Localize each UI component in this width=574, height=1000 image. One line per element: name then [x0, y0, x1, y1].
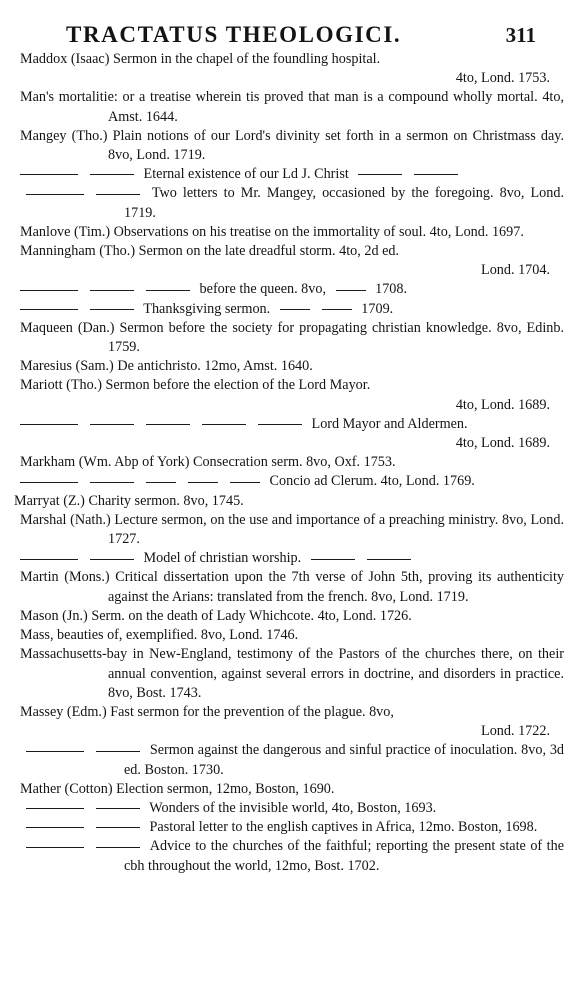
entry-text: Maddox (Isaac) Sermon in the chapel of the foundling hospital.	[20, 51, 381, 67]
entry-text: Eternal existence of our Ld J. Christ	[143, 166, 349, 183]
entry-imprint: 4to, Lond. 1753.	[455, 70, 550, 87]
entry-text: Markham (Wm. Abp of York) Consecration serm. 8vo, Oxf. 1753.	[20, 454, 396, 471]
entry-imprint: 4to, Lond. 1689.	[455, 435, 550, 452]
catalogue-entry	[14, 453, 564, 472]
catalogue-entry	[14, 568, 564, 606]
entry-text: Mass, beauties of, exemplified. 8vo, Lond. 1746.	[20, 627, 299, 644]
catalogue-entry	[14, 511, 564, 549]
ditto-rule	[90, 559, 134, 560]
catalogue-entry	[14, 165, 564, 184]
ditto-rule	[20, 174, 78, 175]
entry-text: Marryat (Z.) Charity sermon.	[14, 492, 180, 509]
entry-text: Marshal (Nath.) Lecture sermon, on the use and importance of a preaching ministry. 8vo, Lond. 1727.	[20, 511, 564, 548]
entry-text: Manlove (Tim.) Observations on his treatise on the immortality of soul. 4to, Lond. 1697.	[20, 223, 524, 240]
ditto-rule	[96, 194, 140, 195]
entry-text: Man's mortalitie: or a treatise wherein tis proved that man is a compound wholly mortal. 4to, Amst. 1644.	[20, 89, 564, 125]
ditto-rule	[26, 847, 84, 848]
ditto-rule	[280, 309, 310, 310]
ditto-rule	[20, 559, 78, 560]
entry-text: Mangey (Tho.) Plain notions of our Lord's divinity set forth in a sermon on Christmass day. 8vo, Lond. 1719.	[20, 127, 564, 164]
entry-text: Massachusetts-bay in New-England, testimony of the Pastors of the churches there, on their annual convention, against several errors in doctrine, and disorders in practice. 8vo, Bost. 1743.	[20, 646, 564, 701]
running-title: TRACTATUS THEOLOGICI.	[66, 22, 402, 47]
entry-imprint: Lond. 1704.	[481, 262, 550, 279]
entry-text: Maresius (Sam.) De antichristo. 12mo, Amst. 1640.	[20, 358, 313, 375]
ditto-rule	[202, 424, 246, 425]
entry-text: Wonders of the invisible world, 4to, Boston, 1693.	[149, 799, 437, 816]
ditto-rule	[188, 482, 218, 483]
entry-text: Two letters to Mr. Mangey, occasioned by the foregoing. 8vo, Lond. 1719.	[124, 185, 564, 221]
catalogue-entry	[14, 818, 564, 837]
entry-text: Mather (Cotton) Election sermon, 12mo, Boston, 1690.	[20, 780, 335, 797]
catalogue-entry	[14, 127, 564, 165]
catalogue-entry	[14, 645, 564, 703]
entry-imprint: Lond. 1722.	[481, 723, 550, 740]
ditto-rule	[146, 290, 190, 291]
catalogue-entry	[14, 472, 564, 491]
catalogue-entry	[14, 88, 564, 126]
ditto-rule	[414, 174, 458, 175]
catalogue-entry	[14, 280, 564, 299]
ditto-rule	[146, 424, 190, 425]
ditto-rule	[367, 559, 411, 560]
entry-text: Model of christian worship.	[143, 550, 302, 567]
ditto-rule	[358, 174, 402, 175]
catalogue-entry	[14, 626, 564, 645]
ditto-rule	[258, 424, 302, 425]
catalogue-entry	[14, 376, 564, 395]
entry-text: Lord Mayor and Aldermen.	[311, 415, 468, 432]
entry-text: Pastoral letter to the english captives in Africa, 12mo. Boston, 1698.	[149, 819, 538, 836]
catalogue-entry	[14, 492, 564, 511]
catalogue-entry	[14, 319, 564, 357]
ditto-rule	[96, 847, 140, 848]
entry-imprint: 1709.	[361, 300, 394, 317]
ditto-rule	[26, 194, 84, 195]
entry-text: Thanksgiving sermon.	[143, 300, 271, 317]
entry-imprint: 1708.	[375, 281, 408, 298]
ditto-rule	[90, 424, 134, 425]
ditto-rule	[20, 309, 78, 310]
ditto-rule	[96, 751, 140, 752]
ditto-rule	[336, 290, 366, 291]
ditto-rule	[26, 808, 84, 809]
ditto-rule	[90, 174, 134, 175]
ditto-rule	[90, 482, 134, 483]
entry-text: Manningham (Tho.) Sermon on the late dreadful storm. 4to, 2d ed.	[20, 243, 400, 260]
catalogue-entry	[14, 300, 564, 319]
catalogue-entry	[14, 184, 564, 222]
ditto-rule	[20, 482, 78, 483]
catalogue-entry	[14, 799, 564, 818]
ditto-rule	[90, 290, 134, 291]
entry-text: Concio ad Clerum. 4to, Lond. 1769.	[269, 473, 475, 490]
catalogue-entry	[14, 741, 564, 779]
entry-text: Maqueen (Dan.) Sermon before the society for propagating christian knowledge. 8vo, Edinb. 1759.	[20, 319, 564, 356]
catalogue-entry	[14, 780, 564, 799]
ditto-rule	[146, 482, 176, 483]
page-number: 311	[505, 23, 536, 47]
catalogue-entry	[14, 837, 564, 875]
catalogue-entry	[14, 223, 564, 242]
catalogue-entry	[14, 357, 564, 376]
catalogue-entry	[14, 607, 564, 626]
ditto-rule	[90, 309, 134, 310]
ditto-rule	[20, 424, 78, 425]
entry-text: Martin (Mons.) Critical dissertation upon the 7th verse of John 5th, proving its authenticity against the Arians: translated from the french. 8vo, Lond. 1719.	[20, 569, 564, 605]
entry-text: before the queen. 8vo,	[199, 281, 327, 298]
catalogue-entry	[14, 50, 564, 69]
entry-imprint: 4to, Lond. 1689.	[455, 396, 550, 413]
entry-text: Mason (Jn.) Serm. on the death of Lady Whichcote. 4to, Lond. 1726.	[20, 607, 412, 624]
ditto-rule	[96, 827, 140, 828]
entry-text: Sermon against the dangerous and sinful practice of inoculation. 8vo, 3d ed. Boston. 1730.	[124, 742, 565, 778]
ditto-rule	[26, 751, 84, 752]
ditto-rule	[26, 827, 84, 828]
ditto-rule	[20, 290, 78, 291]
catalogue-entry	[14, 242, 564, 261]
entry-text: Mariott (Tho.) Sermon before the election of the Lord Mayor.	[20, 377, 371, 394]
ditto-rule	[311, 559, 355, 560]
ditto-rule	[96, 808, 140, 809]
catalogue-entries	[14, 50, 564, 876]
entry-text: Massey (Edm.) Fast sermon for the prevention of the plague. 8vo,	[20, 703, 394, 720]
catalogue-entry	[14, 703, 564, 722]
page-header	[14, 10, 564, 50]
entry-imprint: 8vo, 1745.	[183, 492, 244, 509]
catalogue-entry	[14, 415, 564, 434]
catalogue-entry	[14, 549, 564, 568]
ditto-rule	[230, 482, 260, 483]
ditto-rule	[322, 309, 352, 310]
entry-text: Advice to the churches of the faithful; reporting the present state of the cbh throughout the world, 12mo, Bost. 1702.	[124, 838, 564, 874]
